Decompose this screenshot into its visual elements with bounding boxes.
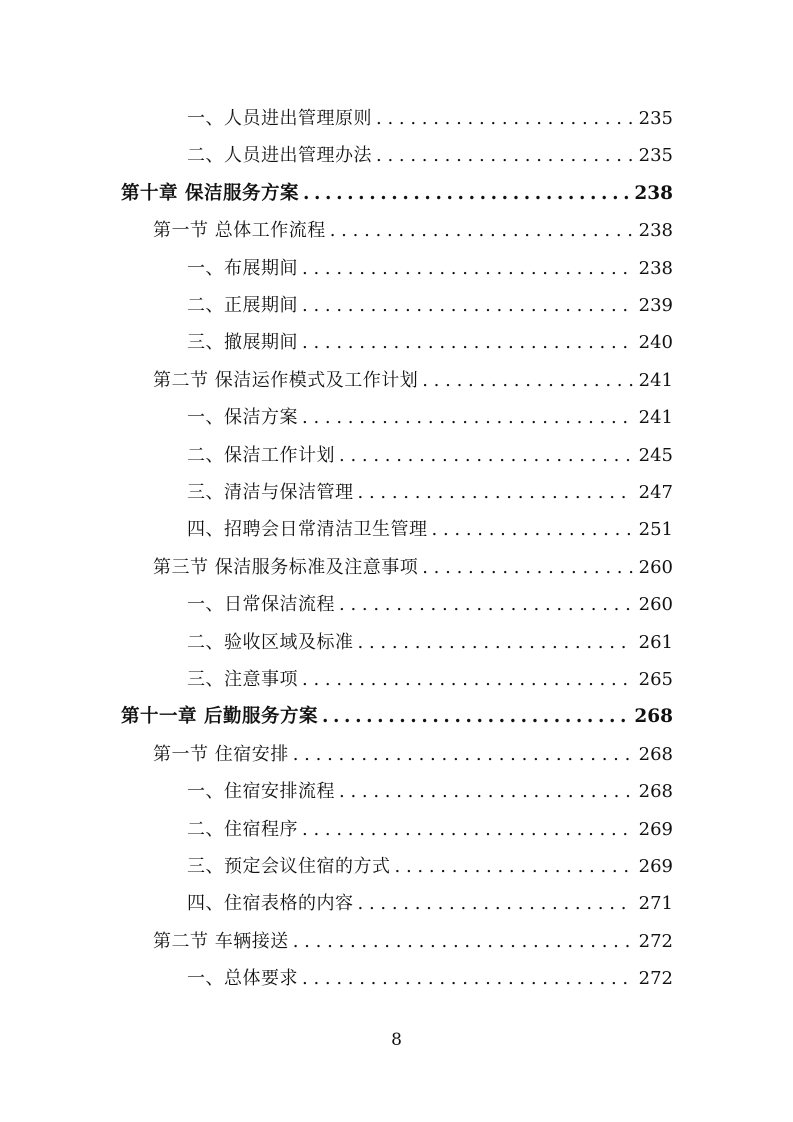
toc-dot-leader bbox=[322, 702, 628, 732]
toc-entry-page-number: 238 bbox=[638, 220, 673, 242]
toc-subsection-entry[interactable] bbox=[187, 141, 673, 171]
toc-entry-page-number: 241 bbox=[638, 407, 673, 429]
toc-entry-page-number: 251 bbox=[638, 519, 673, 541]
toc-dot-leader bbox=[302, 964, 633, 994]
toc-dot-leader bbox=[358, 889, 633, 919]
toc-entry-title: 二、验收区域及标准 bbox=[187, 631, 354, 653]
toc-subsection-entry[interactable] bbox=[187, 665, 673, 695]
toc-entry-title: 一、总体要求 bbox=[187, 968, 298, 990]
toc-subsection-entry[interactable] bbox=[187, 104, 673, 134]
toc-dot-leader bbox=[432, 515, 633, 545]
toc-entry-page-number: 238 bbox=[638, 257, 673, 279]
toc-entry-page-number: 260 bbox=[638, 556, 673, 578]
toc-entry-page-number: 271 bbox=[638, 893, 673, 915]
toc-entry-title: 第一节 住宿安排 bbox=[153, 743, 289, 765]
toc-entry-title: 第十一章 后勤服务方案 bbox=[121, 706, 318, 728]
toc-dot-leader bbox=[302, 815, 633, 845]
toc-entry-page-number: 268 bbox=[634, 706, 673, 728]
toc-subsection-entry[interactable] bbox=[187, 328, 673, 358]
toc-subsection-entry[interactable] bbox=[187, 515, 673, 545]
toc-entry-page-number: 268 bbox=[638, 781, 673, 803]
toc-entry-title: 四、招聘会日常清洁卫生管理 bbox=[187, 519, 428, 541]
toc-dot-leader bbox=[376, 104, 633, 134]
toc-dot-leader bbox=[339, 441, 633, 471]
toc-entry-page-number: 245 bbox=[638, 444, 673, 466]
toc-entry-title: 二、保洁工作计划 bbox=[187, 444, 335, 466]
toc-dot-leader bbox=[358, 628, 633, 658]
toc-dot-leader bbox=[422, 366, 632, 396]
toc-entry-title: 一、保洁方案 bbox=[187, 407, 298, 429]
toc-entry-title: 第十章 保洁服务方案 bbox=[121, 182, 299, 204]
toc-entry-page-number: 272 bbox=[638, 930, 673, 952]
toc-entry-title: 二、正展期间 bbox=[187, 295, 298, 316]
toc-entry-page-number: 235 bbox=[638, 108, 673, 129]
toc-subsection-entry[interactable] bbox=[187, 441, 673, 471]
toc-subsection-entry[interactable] bbox=[187, 964, 673, 994]
toc-section-entry[interactable] bbox=[153, 366, 673, 396]
toc-dot-leader bbox=[339, 590, 633, 620]
toc-chapter-entry[interactable] bbox=[121, 702, 673, 732]
toc-entry-title: 二、人员进出管理办法 bbox=[187, 145, 372, 167]
toc-dot-leader bbox=[302, 254, 633, 284]
toc-subsection-entry[interactable] bbox=[187, 590, 673, 620]
toc-entry-title: 一、日常保洁流程 bbox=[187, 594, 335, 616]
toc-dot-leader bbox=[339, 777, 633, 807]
page-number: 8 bbox=[391, 1030, 402, 1050]
toc-entry-title: 三、注意事项 bbox=[187, 669, 298, 690]
toc-dot-leader bbox=[293, 740, 633, 770]
toc-subsection-entry[interactable] bbox=[187, 777, 673, 807]
toc-entry-title: 三、撤展期间 bbox=[187, 332, 298, 354]
toc-section-entry[interactable] bbox=[153, 740, 673, 770]
toc-entry-page-number: 269 bbox=[638, 818, 673, 840]
toc-entry-title: 一、住宿安排流程 bbox=[187, 781, 335, 803]
toc-entry-title: 四、住宿表格的内容 bbox=[187, 893, 354, 915]
toc-dot-leader bbox=[302, 328, 633, 358]
toc-entry-page-number: 272 bbox=[638, 968, 673, 990]
toc-entry-title: 第三节 保洁服务标准及注意事项 bbox=[153, 556, 419, 578]
toc-entry-title: 一、布展期间 bbox=[187, 257, 298, 279]
toc-subsection-entry[interactable] bbox=[187, 628, 673, 658]
toc-dot-leader bbox=[422, 553, 632, 583]
toc-section-entry[interactable] bbox=[153, 553, 673, 583]
toc-section-entry[interactable] bbox=[153, 216, 673, 246]
toc-entry-title: 第一节 总体工作流程 bbox=[153, 220, 326, 242]
toc-subsection-entry[interactable] bbox=[187, 478, 673, 508]
toc-entry-page-number: 239 bbox=[638, 295, 673, 316]
toc-entry-page-number: 247 bbox=[638, 482, 673, 503]
toc-subsection-entry[interactable] bbox=[187, 815, 673, 845]
toc-section-entry[interactable] bbox=[153, 927, 673, 957]
toc-dot-leader bbox=[303, 179, 628, 209]
toc-subsection-entry[interactable] bbox=[187, 254, 673, 284]
toc-dot-leader bbox=[395, 852, 633, 882]
toc-subsection-entry[interactable] bbox=[187, 291, 673, 321]
toc-entry-title: 三、预定会议住宿的方式 bbox=[187, 856, 391, 877]
toc-dot-leader bbox=[330, 216, 633, 246]
toc-entry-title: 二、住宿程序 bbox=[187, 818, 298, 840]
toc-entry-page-number: 268 bbox=[638, 743, 673, 765]
toc-dot-leader bbox=[293, 927, 633, 957]
toc-entry-title: 三、清洁与保洁管理 bbox=[187, 482, 354, 503]
toc-subsection-entry[interactable] bbox=[187, 852, 673, 882]
toc-entry-page-number: 240 bbox=[638, 332, 673, 354]
toc-chapter-entry[interactable] bbox=[121, 179, 673, 209]
toc-dot-leader bbox=[302, 291, 633, 321]
toc-entry-page-number: 238 bbox=[634, 182, 673, 204]
toc-entry-page-number: 269 bbox=[638, 856, 673, 877]
toc-entry-page-number: 235 bbox=[638, 145, 673, 167]
toc-subsection-entry[interactable] bbox=[187, 403, 673, 433]
toc-entry-title: 第二节 保洁运作模式及工作计划 bbox=[153, 369, 419, 391]
toc-dot-leader bbox=[358, 478, 633, 508]
toc-entry-page-number: 265 bbox=[638, 669, 673, 690]
toc-entry-title: 一、人员进出管理原则 bbox=[187, 108, 372, 129]
toc-dot-leader bbox=[302, 403, 633, 433]
toc-entry-title: 第二节 车辆接送 bbox=[153, 930, 289, 952]
toc-subsection-entry[interactable] bbox=[187, 889, 673, 919]
toc-dot-leader bbox=[376, 141, 633, 171]
toc-entry-page-number: 241 bbox=[638, 369, 673, 391]
toc-dot-leader bbox=[302, 665, 633, 695]
toc-entry-page-number: 261 bbox=[638, 631, 673, 653]
toc-entry-page-number: 260 bbox=[638, 594, 673, 616]
